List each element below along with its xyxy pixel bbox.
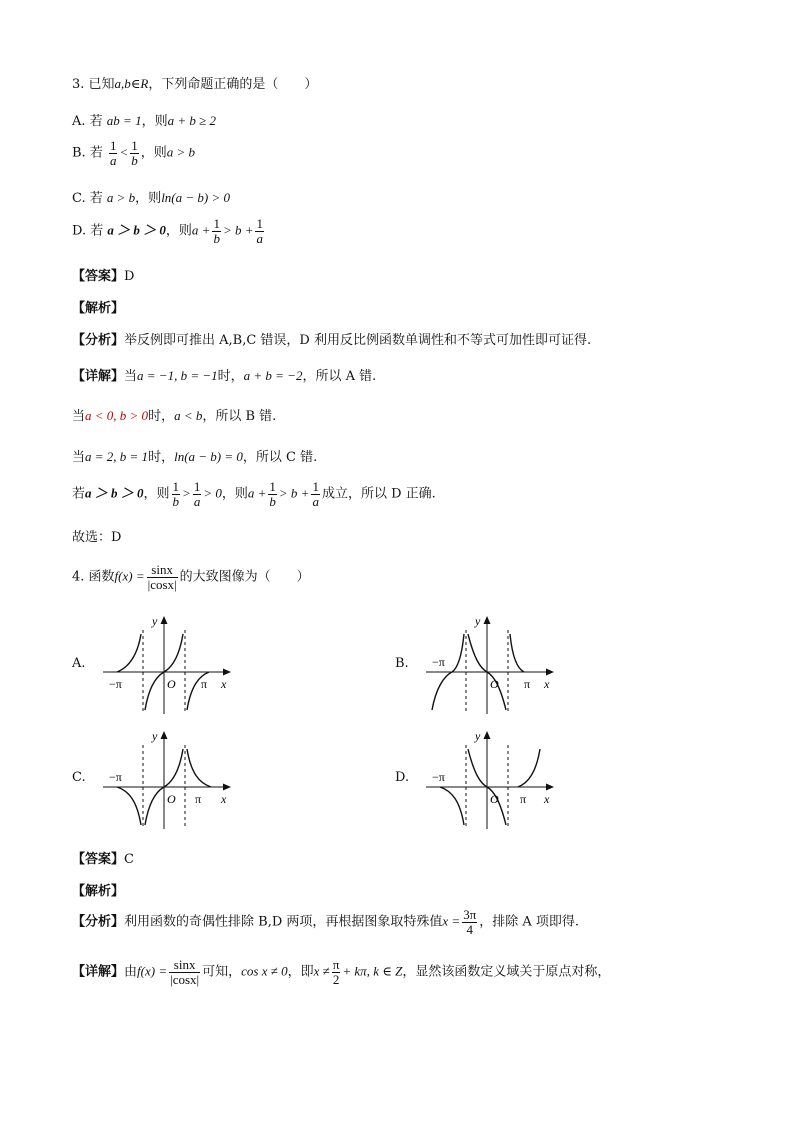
q4-stem: 4. 函数f(x) = $\frac{\sin x}{|\cos x|}$ 的大致图像为（ ） — [72, 562, 310, 592]
q3-option-c: C. 若 a > b，则ln(a − b) > 0 — [72, 190, 231, 206]
q4-option-a-label: A. — [72, 656, 86, 671]
q3-detail-2: 当a < 0, b > 0时，a < b，所以 B 错. — [72, 408, 277, 424]
q4-option-c-label: C. — [72, 770, 86, 785]
q4-graph-a-origin-label: O — [167, 677, 176, 691]
q4-graph-d-pi-label: π — [520, 792, 527, 806]
q3-option-a: A. 若 ab = 1，则a + b ≥ 2 — [72, 113, 217, 129]
q4-graph-c — [95, 725, 240, 835]
q4-graph-d-origin-label: O — [490, 792, 499, 806]
q4-graph-d-y-label: y — [475, 729, 481, 743]
q3-stem: 3. 已知a,b∈R，下列命题正确的是（ ） — [72, 76, 318, 92]
q4-graph-c-neg-pi-label: −π — [109, 770, 122, 784]
q4-graph-c-x-label: x — [221, 792, 227, 806]
q4-graph-b-y-label: y — [475, 614, 481, 628]
q4-graph-b-neg-pi-label: −π — [432, 655, 445, 669]
q4-graph-b — [418, 610, 563, 720]
q4-answer: 【答案】C — [72, 852, 134, 867]
q4-graph-a-x-label: x — [221, 677, 227, 691]
q4-graph-d-x-label: x — [544, 792, 550, 806]
q4-graph-c-pi-label: π — [195, 792, 202, 806]
q4-graph-d-neg-pi-label: −π — [432, 770, 445, 784]
q3-detail-4: 若a ＞ b ＞ 0，则 $\frac{1}{b}$ > $\frac{1}{a}$ > 0，则a + $\frac{1}{b}$ > b + $\frac{1}{a}$ 成立，所以 D 正确. — [72, 479, 436, 509]
q3-fenxi: 【分析】举反例即可推出 A,B,C 错误，D 利用反比例函数单调性和不等式可加性即可证得. — [72, 333, 592, 348]
q4-option-b-label: B. — [395, 656, 409, 671]
q4-graph-b-origin-label: O — [490, 677, 499, 691]
q3-analysis-tag: 【解析】 — [72, 301, 125, 316]
q4-graph-b-x-label: x — [544, 677, 550, 691]
q4-fenxi: 【分析】利用函数的奇偶性排除 B,D 两项，再根据图象取特殊值x = $\frac{3\pi}{4}$ ，排除 A 项即得. — [72, 907, 580, 937]
q3-choose: 故选：D — [72, 530, 122, 545]
q4-option-d-label: D. — [395, 770, 410, 785]
q4-graph-a-y-label: y — [152, 614, 158, 628]
q3-answer: 【答案】D — [72, 269, 135, 284]
q4-graph-a-neg-pi-label: −π — [109, 677, 122, 691]
q4-graph-d — [418, 725, 563, 835]
q4-graph-b-pi-label: π — [524, 677, 531, 691]
q4-graph-a-pi-label: π — [201, 677, 208, 691]
q4-analysis-tag: 【解析】 — [72, 884, 125, 899]
q4-graph-c-y-label: y — [152, 729, 158, 743]
q3-detail-1: 【详解】当a = −1, b = −1时，a + b = −2，所以 A 错. — [72, 368, 377, 384]
q4-graph-c-origin-label: O — [167, 792, 176, 806]
q3-detail-3: 当a = 2, b = 1时，ln(a − b) = 0，所以 C 错. — [72, 449, 318, 465]
q4-graph-a — [95, 610, 240, 720]
q3-option-b: B. 若 $\frac{1}{a}$ < $\frac{1}{b}$ ，则a > b — [72, 138, 196, 168]
q3-option-d: D. 若 a ＞ b ＞ 0，则a + $\frac{1}{b}$ > b + $\frac{1}{a}$ — [72, 216, 263, 246]
q4-detail: 【详解】由f(x) = $\frac{\sin x}{|\cos x|}$ 可知，cos x ≠ 0，即x ≠ $\frac{\pi}{2}$ + kπ, k ∈ Z，显然该函数定义域关于原点对称， — [72, 957, 611, 987]
